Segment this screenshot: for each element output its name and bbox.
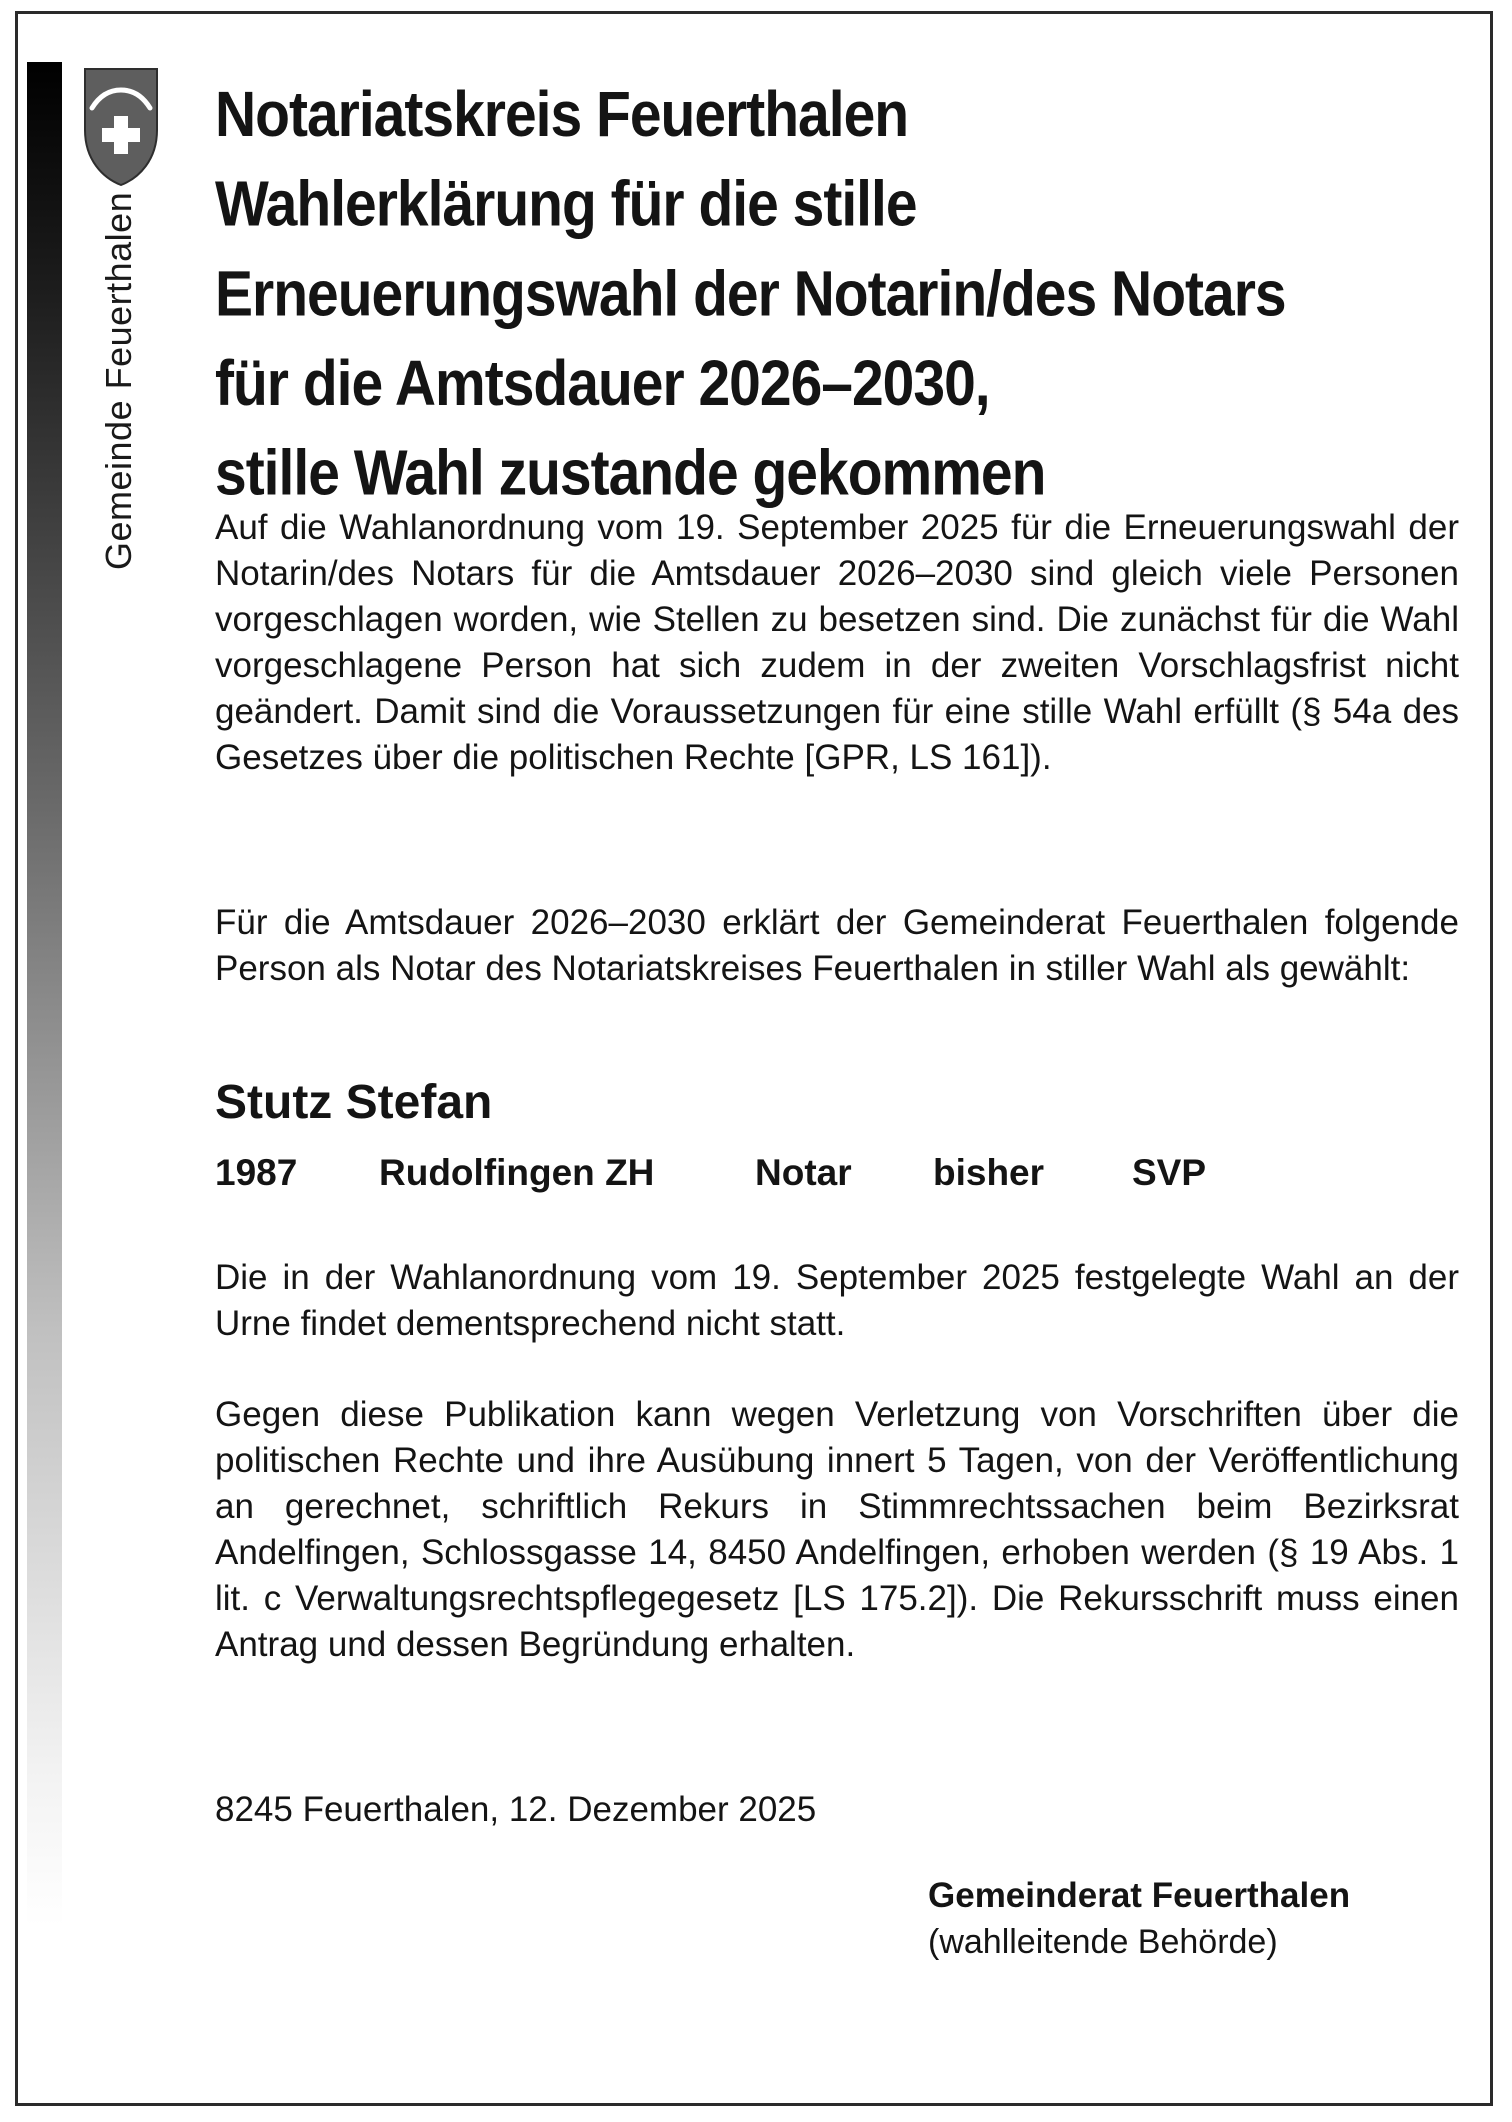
page-title [215,70,1465,518]
place-and-date: 8245 Feuerthalen, 12. Dezember 2025 [215,1790,817,1829]
intro-text: Auf die Wahlanordnung vom 19. September 2025 für die Erneuerungswahl der Notarin/des Notars für die Amtsdauer 2026–2030 sind gleich viele Personen vorgeschlagen worden, wie Stellen zu besetzen sind. Die zunächst für die Wahl vorgeschlagene Person hat sich zudem in der zweiten Vorschlagsfrist nicht geändert. Damit sind die Voraussetzungen für eine stille Wahl erfüllt (§ 54a des Gesetzes über die politischen Rechte [GPR, LS 161]). [215,508,1459,777]
cancellation-text: Die in der Wahlanordnung vom 19. September 2025 festgelegte Wahl an der Urne findet dementsprechend nicht statt. [215,1258,1459,1343]
declaration-text: Für die Amtsdauer 2026–2030 erklärt der Gemeinderat Feuerthalen folgende Person als Notar des Notariatskreises Feuerthalen in stiller Wahl als gewählt: [215,903,1459,988]
title-line: Notariatskreis Feuerthalen [215,78,909,151]
home-town: Rudolfingen ZH [379,1152,655,1193]
incumbency-status: bisher [933,1152,1045,1193]
declaration-paragraph [215,900,1459,992]
municipality-vertical-label: Gemeinde Feuerthalen [98,191,139,570]
occupation: Notar [755,1152,852,1193]
signatory-role: (wahlleitende Behörde) [928,1923,1278,1961]
intro-paragraph [215,505,1459,781]
appeal-text: Gegen diese Publikation kann wegen Verletzung von Vorschriften über die politischen Rechte und ihre Ausübung innert 5 Tagen, von der Veröffentlichung an gerechnet, schriftlich Rekurs in Stimmrechtssachen beim Bezirksrat Andelfingen, Schlossgasse 14, 8450 Andelfingen, erhoben werden (§ 19 Abs. 1 lit. c Verwaltungsrechtspflegegesetz [LS 175.2]). Die Rekursschrift muss einen Antrag und dessen Begründung erhalten. [215,1395,1459,1664]
title-line: Erneuerungswahl der Notarin/des Notars [215,258,1286,330]
title-line: Wahlerklärung für die stille [215,168,917,241]
title-line: stille Wahl zustande gekommen [215,437,1046,510]
coat-of-arms-cross-icon [84,68,158,186]
birth-year: 1987 [215,1152,298,1193]
cancellation-paragraph [215,1255,1459,1347]
gradient-side-bar [27,62,62,1927]
appeal-paragraph [215,1392,1459,1668]
elected-person-name: Stutz Stefan [215,1076,493,1129]
title-line: für die Amtsdauer 2026–2030, [215,347,990,420]
party: SVP [1132,1152,1207,1193]
signatory-name: Gemeinderat Feuerthalen [928,1876,1351,1915]
